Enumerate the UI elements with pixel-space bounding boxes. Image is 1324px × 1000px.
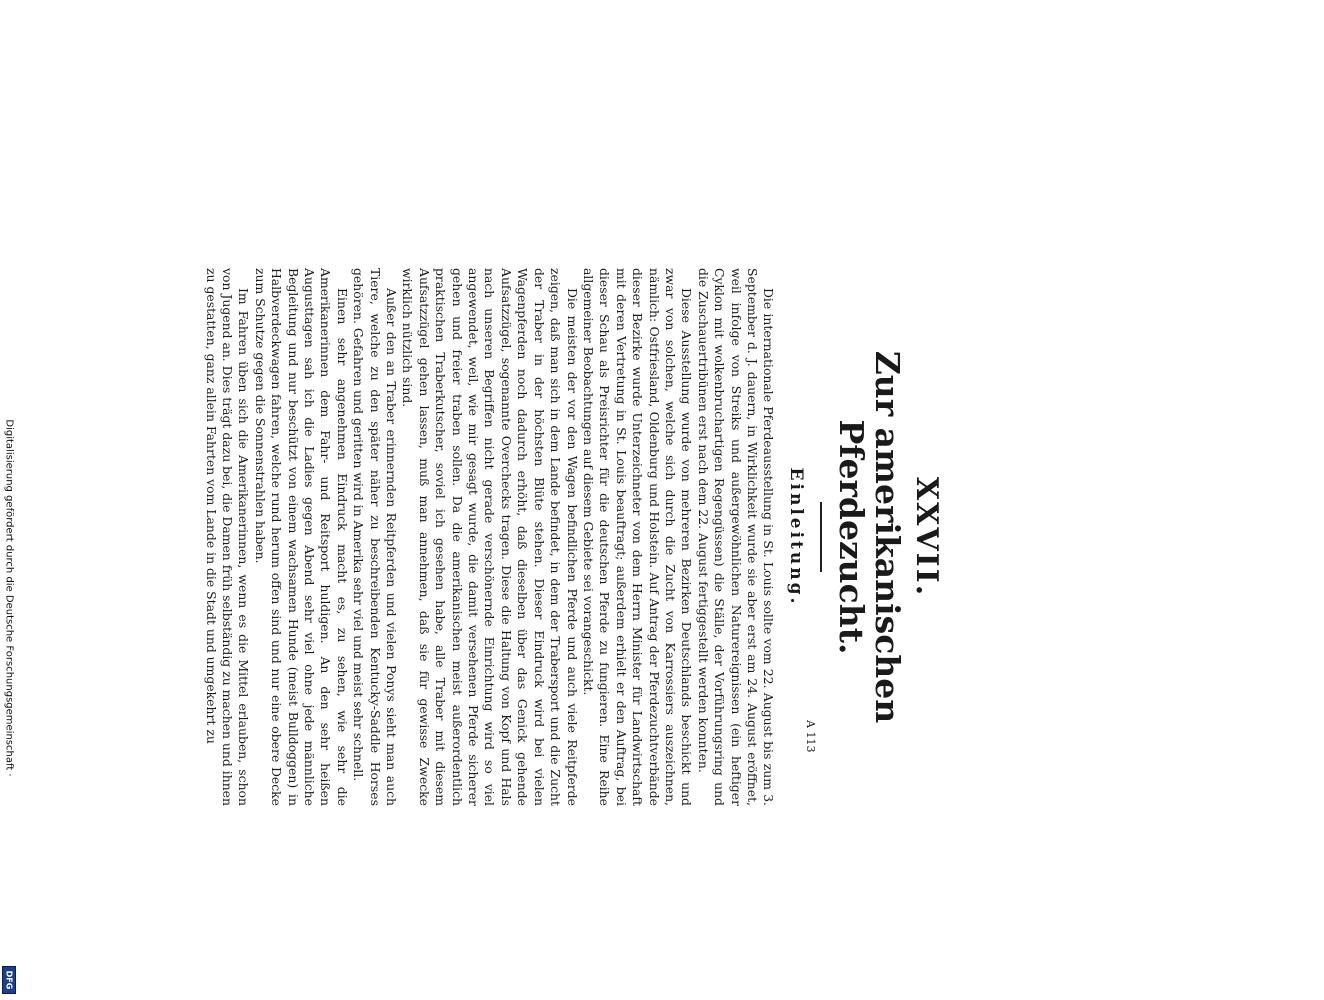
paragraph: Diese Ausstellung wurde von mehreren Bezirken Deutschlands beschickt und zwar von solchen, welche sich durch die Zucht von Karrossiers auszeichnen, nämlich: Ostfriesland, Oldenburg und Holstein. Auf Antrag der Pferdezuchtverbände dieser Bezirke wurde Unterzeichneter von dem Herrn Minister für Landwirtschaft mit deren Vertretung in St. Louis beauftragt; außerdem erhielt er den Auftrag, bei dieser Schau als Preisrichter für die deutschen Pferde zu fungieren. Eine Reihe allgemeiner Beobachtungen auf diesem Gebiete sei vorangeschickt.: [580, 268, 695, 806]
paragraph: Die meisten der vor den Wagen befindlichen Pferde und auch viele Reitpferde zeigen, daß man sich in dem Lande befindet, in dem der Trabersport und die Zucht der Traber in der höchsten Blüte stehen. Dieser Eindruck wird bei vielen Wagenpferden noch dadurch erhöht, daß dieselben über das Genick gehende Aufsatzzügel, sogenannte Overchecks tragen. Diese die Haltung von Kopf und Hals nach unseren Begriffen nicht gerade verschönernde Einrichtung wird so viel angewendet, weil, wie mir gesagt wurde, die damit versehenen Pferde sicherer gehen und freier traben sollen. Da die amerikanischen meist außerordentlich praktischen Traberkutscher, soviel ich gesehen habe, alle Traber mit diesem Aufsatzzügel gehen lassen, muß man annehmen, daß sie für gewisse Zwecke wirklich nützlich sind.: [400, 268, 580, 806]
signature-mark: A 113: [804, 720, 817, 753]
scanned-page: [165, 258, 955, 822]
paragraph: Die internationale Pferdeausstellung in St. Louis sollte vom 22. August bis zum 3. September d. J. dauern, in Wirklichkeit wurde sie aber erst am 24. August eröffnet, weil infolge von Streiks und außergewöhnlichen Naturereignissen (ein heftiger Cyklon mit wolkenbruchartigen Regengüssen) die Ställe, der Vorführungsring und die Zuschauertribünen erst nach dem 22. August fertiggestellt werden konnten.: [695, 268, 777, 806]
title-divider: [820, 502, 822, 572]
section-heading: Einleitung.: [786, 467, 807, 607]
chapter-title: Zur amerikanischen Pferdezucht.: [831, 350, 907, 724]
dfg-funding-note: Digitalisierung gefördert durch die Deutsche Forschungsgemeinschaft ·: [3, 419, 15, 777]
paragraph: Außer den an Traber erinnernden Reitpferden und vielen Ponys sieht man auch Tiere, welche zu den später näher zu beschreibenden Kentucky-Saddle Horses gehören. Gefahren und geritten wird in Amerika sehr viel und meist sehr schnell.: [351, 268, 400, 806]
digitization-strip: [0, 0, 18, 1000]
chapter-number: XXVII.: [909, 476, 944, 598]
paragraph: Einen sehr angenehmen Eindruck macht es, zu sehen, wie sehr die Amerikanerinnen dem Fahr- und Reitsport huldigen. An den sehr heißen Augusttagen sah ich die Ladies gegen Abend sehr viel ohne jede männliche Begleitung und nur beschützt von einem wachsamen Hunde (meist Bulldoggen) in Halbverdeckwagen fahren, welche rund herum offen sind und nur eine obere Decke zum Schutze gegen die Sonnenstrahlen haben.: [252, 268, 350, 806]
dfg-logo-text: DFG: [4, 970, 14, 990]
dfg-logo: [2, 966, 16, 994]
paragraph: Im Fahren üben sich die Amerikanerinnen, wenn es die Mittel erlauben, schon von Jugend an. Dies trägt dazu bei, die Damen früh selbständig zu machen und ihnen zu gestatten, ganz allein Fahrten vom Lande in die Stadt und umgekehrt zu: [203, 268, 252, 806]
